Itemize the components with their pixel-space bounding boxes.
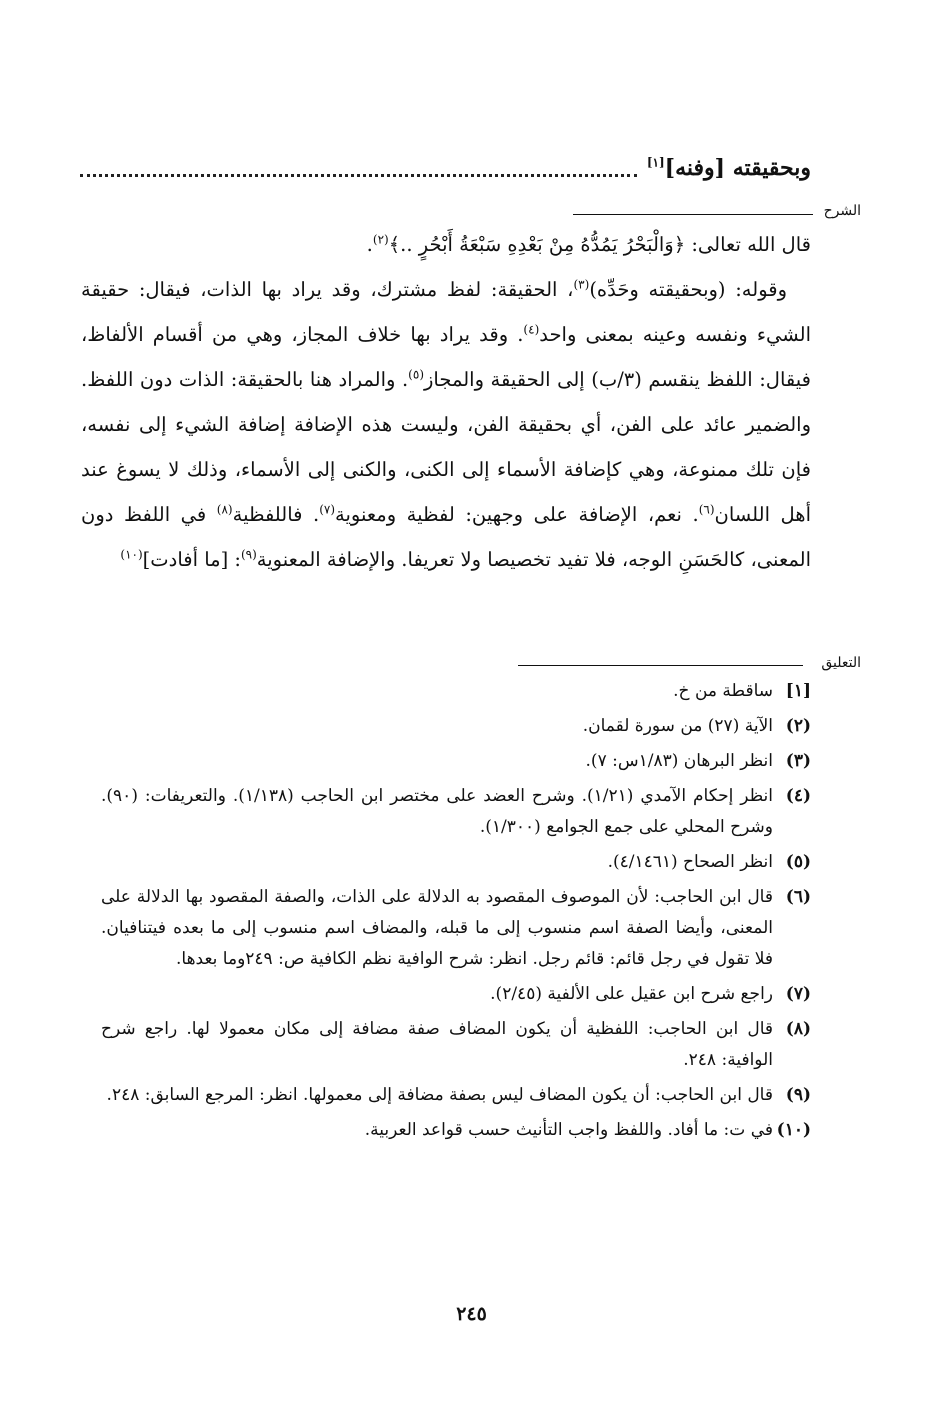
- footnote: [101, 1080, 811, 1111]
- sharh-paragraph-1: قال الله تعالى: ﴿وَالْبَحْرُ يَمُدُّهُ مِنْ بَعْدِهِ سَبْعَةُ أَبْحُرٍ ..﴾$^{(٢)}$.: [366, 232, 811, 256]
- taliq-rule: [518, 665, 803, 666]
- taliq-label: التعليق: [821, 655, 861, 671]
- footnote-text: قال ابن الحاجب: أن يكون المضاف ليس بصفة مضافة إلى معمولها. انظر: المرجع السابق: ٢٤٨.: [106, 1085, 773, 1105]
- matn-text: [647, 155, 811, 181]
- footnote: [101, 979, 811, 1010]
- footnote: [101, 781, 811, 843]
- footnote-number: (٤): [785, 786, 811, 806]
- footnote-text: قال ابن الحاجب: اللفظية أن يكون المضاف صفة مضافة إلى مكان معمولا لها. راجع شرح الوافية: ٢٤٨.: [101, 1019, 773, 1070]
- footnote-text: انظر إحكام الآمدي (١/٢١). وشرح العضد على مختصر ابن الحاجب (١/١٣٨). والتعريفات: (٩٠). وشرح المحلي على جمع الجوامع (١/٣٠٠).: [101, 786, 774, 837]
- footnote-number: (٩): [785, 1085, 811, 1105]
- page-number: ٢٤٥: [456, 1303, 487, 1325]
- matn-note-ref: [١]: [646, 155, 665, 170]
- footnote-text: قال ابن الحاجب: لأن الموصوف المقصود به الدلالة على الذات، والصفة المقصود بها الدلالة على المعنى، وأيضا الصفة اسم منسوب إلى ما قبله، والمضاف اسم منسوب إلى ما بعده فيتنافيان. فلا تقول في رجل قائم: قائم رجل. انظر: شرح الوافية نظم الكافية ص: ٢٤٩وما بعدها.: [101, 887, 773, 969]
- footnote: [101, 711, 811, 742]
- footnote: [101, 676, 811, 707]
- footnote-number: (١٠): [776, 1120, 811, 1140]
- footnote-number: [١]: [785, 681, 811, 701]
- footnote-number: (٨): [785, 1019, 811, 1039]
- sharh-label: الشرح: [823, 203, 861, 219]
- footnote-number: (٦): [785, 887, 811, 907]
- footnote: [101, 1014, 811, 1076]
- sharh-paragraph-2: وقوله: (وبحقيقته وحَدِّه)$^{(٣)}$، الحقيقة: لفظ مشترك، وقد يراد بها الذات، فيقال: حقيقة الشيء ونفسه وعينه بمعنى واحد$^{(٤)}$. وقد يراد بها خلاف المجاز، وهي من أقسام الألفاظ، فيقال: اللفظ ينقسم (٣/ب) إلى الحقيقة والمجاز$^{(٥)}$. والمراد هنا بالحقيقة: الذات دون اللفظ. والضمير عائد على الفن، أي بحقيقة الفن، وليست هذه الإضافة إضافة الشيء إلى نفسه، فإن تلك ممنوعة، وهي كإضافة الأسماء إلى الكنى، والكنى إلى الأسماء، وذلك لا يسوغ عند أهل اللسان$^{(٦)}$. نعم، الإضافة على وجهين: لفظية ومعنوية$^{(٧)}$. فاللفظية$^{(٨)}$ في اللفظ دون المعنى، كالحَسَنِ الوجه، فلا تفيد تخصيصا ولا تعريفا. والإضافة المعنوية$^{(٩)}$: [ما أفادت]$^{(١٠)}$: [81, 277, 811, 571]
- footnote: [101, 746, 811, 777]
- footnote-number: (٣): [785, 751, 811, 771]
- footnote-text: الآية (٢٧) من سورة لقمان.: [582, 716, 773, 736]
- footnote-text: انظر الصحاح (٤/١٤٦١).: [607, 852, 773, 872]
- footnote-text: في ت: ما أفاد. واللفظ واجب التأنيث حسب قواعد العربية.: [364, 1120, 773, 1140]
- footnote: [101, 847, 811, 878]
- footnote-text: ساقطة من خ.: [673, 681, 773, 701]
- footnote-text: راجع شرح ابن عقيل على الألفية (٢/٤٥).: [490, 984, 773, 1004]
- footnote-text: انظر البرهان (١/٨٣س: ٧).: [585, 751, 773, 771]
- matn-line: [80, 148, 811, 188]
- footnote: [101, 882, 811, 975]
- footnote-number: (٢): [785, 716, 811, 736]
- footnote: [101, 1115, 811, 1146]
- sharh-rule: [573, 214, 813, 215]
- matn-words: وبحقيقته [وفنه]: [664, 155, 811, 181]
- sharh-body: [81, 222, 811, 582]
- dotted-leader: [80, 173, 637, 177]
- footnote-number: (٥): [785, 852, 811, 872]
- footnotes: [101, 676, 811, 1150]
- footnote-number: (٧): [785, 984, 811, 1004]
